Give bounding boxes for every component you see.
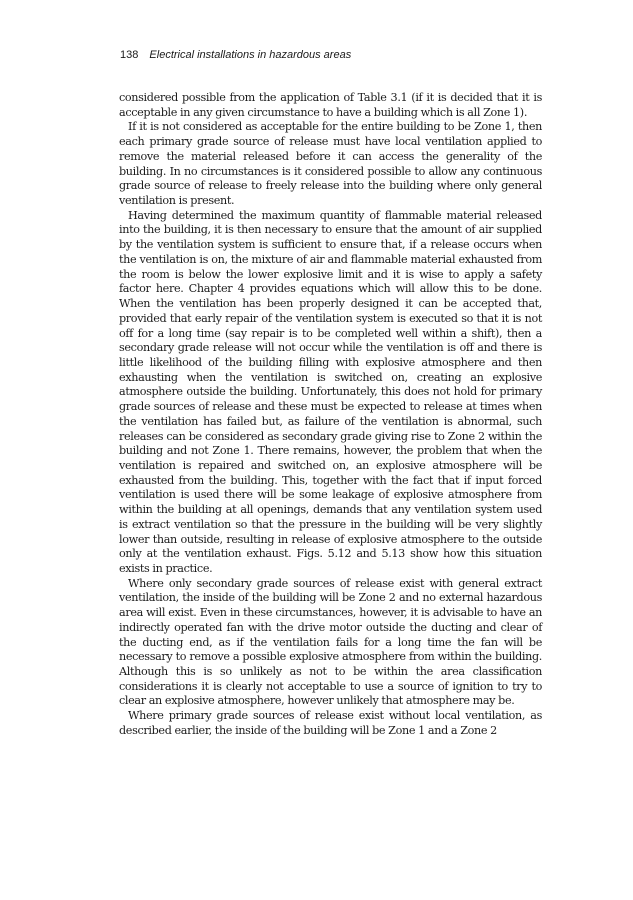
paragraph-continued: considered possible from the application of Table 3.1 (if it is decided that it is acceptable in any given circumstance to have a building which is all Zone 1). [119, 91, 542, 119]
paragraph: If it is not considered as acceptable for the entire building to be Zone 1, then each primary grade source of release must have local ventilation applied to remove the material released before it can access the generality of the building. In no circumstances is it considered possible to allow any continuous grade source of release to freely release into the building where only general ventilation is present. [119, 120, 542, 208]
running-header [120, 49, 351, 61]
body-text [119, 91, 542, 739]
book-title: Electrical installations in hazardous areas [149, 49, 352, 61]
page-number: 138 [120, 49, 139, 61]
paragraph: Where primary grade sources of release exist without local ventilation, as described earlier, the inside of the building will be Zone 1 and a Zone 2 [119, 709, 542, 737]
paragraph: Having determined the maximum quantity of flammable material released into the building, it is then necessary to ensure that the amount of air supplied by the ventilation system is sufficient to ensure that, if a release occurs when the ventilation is on, the mixture of air and flammable material exhausted from the room is below the lower explosive limit and it is wise to apply a safety factor here. Chapter 4 provides equations which will allow this to be done. When the ventilation has been properly designed it can be accepted that, provided that early repair of the ventilation system is executed so that it is not off for a long time (say repair is to be completed well within a shift), then a secondary grade release will not occur while the ventilation is off and there is little likelihood of the building filling with explosive atmosphere and then exhausting when the ventilation is switched on, creating an explosive atmosphere outside the building. Unfortunately, this does not hold for primary grade sources of release and these must be expected to release at times when the ventilation has failed but, as failure of the ventilation is abnormal, such releases can be considered as secondary grade giving rise to Zone 2 within the building and not Zone 1. There remains, however, the problem that when the ventilation is repaired and switched on, an explosive atmosphere will be exhausted from the building. This, together with the fact that if input forced ventilation is used there will be some leakage of explosive atmosphere from within the building at all openings, demands that any ventilation system used is extract ventilation so that the pressure in the building will be very slightly lower than outside, resulting in release of explosive atmosphere to the outside only at the ventilation exhaust. Figs. 5.12 and 5.13 show how this situation exists in practice. [119, 208, 542, 575]
paragraph: Where only secondary grade sources of release exist with general extract ventilation, the inside of the building will be Zone 2 and no external hazardous area will exist. Even in these circumstances, however, it is advisable to have an indirectly operated fan with the drive motor outside the ducting and clear of the ducting end, as if the ventilation fails for a long time the fan will be necessary to remove a possible explosive atmosphere from within the building. Although this is so unlikely as not to be within the area classification considerations it is clearly not acceptable to use a source of ignition to try to clear an explosive atmosphere, however unlikely that atmosphere may be. [119, 576, 542, 708]
